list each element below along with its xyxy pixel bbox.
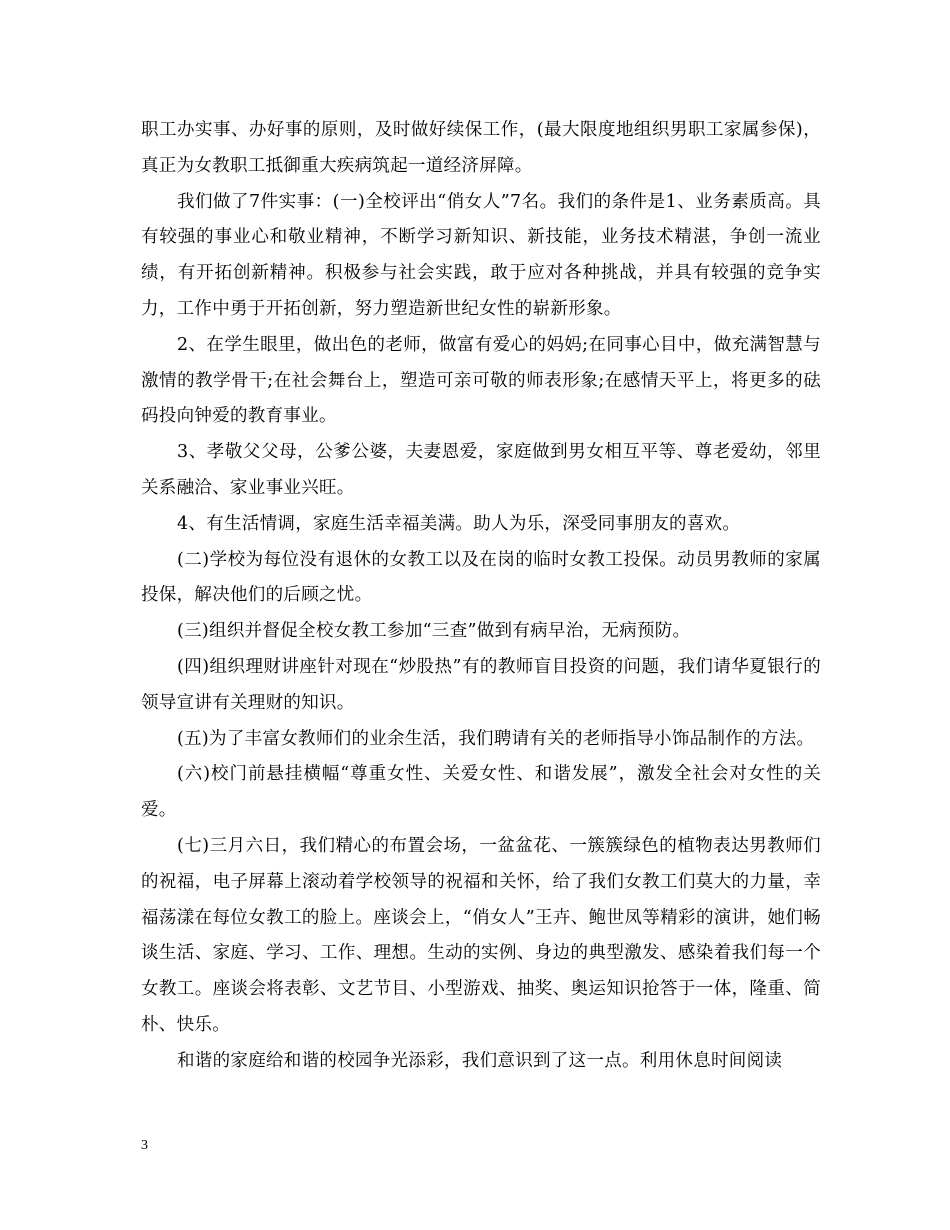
paragraph-3: 2、在学生眼里，做出色的老师，做富有爱心的妈妈;在同事心目中，做充满智慧与激情的教学骨干;在社会舞台上，塑造可亲可敬的师表形象;在感情天平上，将更多的砝码投向钟爱的教育事业。 [141, 334, 821, 427]
paragraph-11: (七)三月六日，我们精心的布置会场，一盆盆花、一簇簇绿色的植物表达男教师们的祝福，电子屏幕上滚动着学校领导的祝福和关怀，给了我们女教工们莫大的力量，幸福荡漾在每位女教工的脸上。座谈会上，“俏女人”王卉、鲍世凤等精彩的演讲，她们畅谈生活、家庭、学习、工作、理想。生动的实例、身边的典型激发、感染着我们每一个女教工。座谈会将表彰、文艺节目、小型游戏、抽奖、奥运知识抢答于一体，隆重、简朴、快乐。 [141, 835, 821, 1035]
page-number: 3 [141, 1138, 148, 1153]
paragraph-7: (三)组织并督促全校女教工参加“三查”做到有病早治，无病预防。 [177, 621, 691, 642]
paragraph-12: 和谐的家庭给和谐的校园争光添彩，我们意识到了这一点。利用休息时间阅读 [177, 1050, 783, 1071]
body-text [141, 113, 821, 1080]
paragraph-1: 职工办实事、办好事的原则，及时做好续保工作，(最大限度地组织男职工家属参保)，真正为女教职工抵御重大疾病筑起一道经济屏障。 [141, 120, 821, 176]
paragraph-10: (六)校门前悬挂横幅“尊重女性、关爱女性、和谐发展”，激发全社会对女性的关爱。 [141, 764, 821, 821]
paragraph-5: 4、有生活情调，家庭生活幸福美满。助人为乐，深受同事朋友的喜欢。 [177, 513, 741, 534]
paragraph-8: (四)组织理财讲座针对现在“炒股热”有的教师盲目投资的问题，我们请华夏银行的领导宣讲有关理财的知识。 [141, 656, 821, 713]
paragraph-6: (二)学校为每位没有退休的女教工以及在岗的临时女教工投保。动员男教师的家属投保，解决他们的后顾之忧。 [141, 549, 821, 606]
paragraph-4: 3、孝敬父父母，公爹公婆，夫妻恩爱，家庭做到男女相互平等、尊老爱幼，邻里关系融洽、家业事业兴旺。 [141, 442, 821, 498]
paragraph-2: 我们做了7件实事：(一)全校评出“俏女人”7名。我们的条件是1、业务素质高。具有较强的事业心和敬业精神，不断学习新知识、新技能，业务技术精湛，争创一流业绩，有开拓创新精神。积极参与社会实践，敢于应对各种挑战，并具有较强的竞争实力，工作中勇于开拓创新，努力塑造新世纪女性的崭新形象。 [141, 191, 821, 319]
paragraph-9: (五)为了丰富女教师们的业余生活，我们聘请有关的老师指导小饰品制作的方法。 [177, 728, 815, 749]
